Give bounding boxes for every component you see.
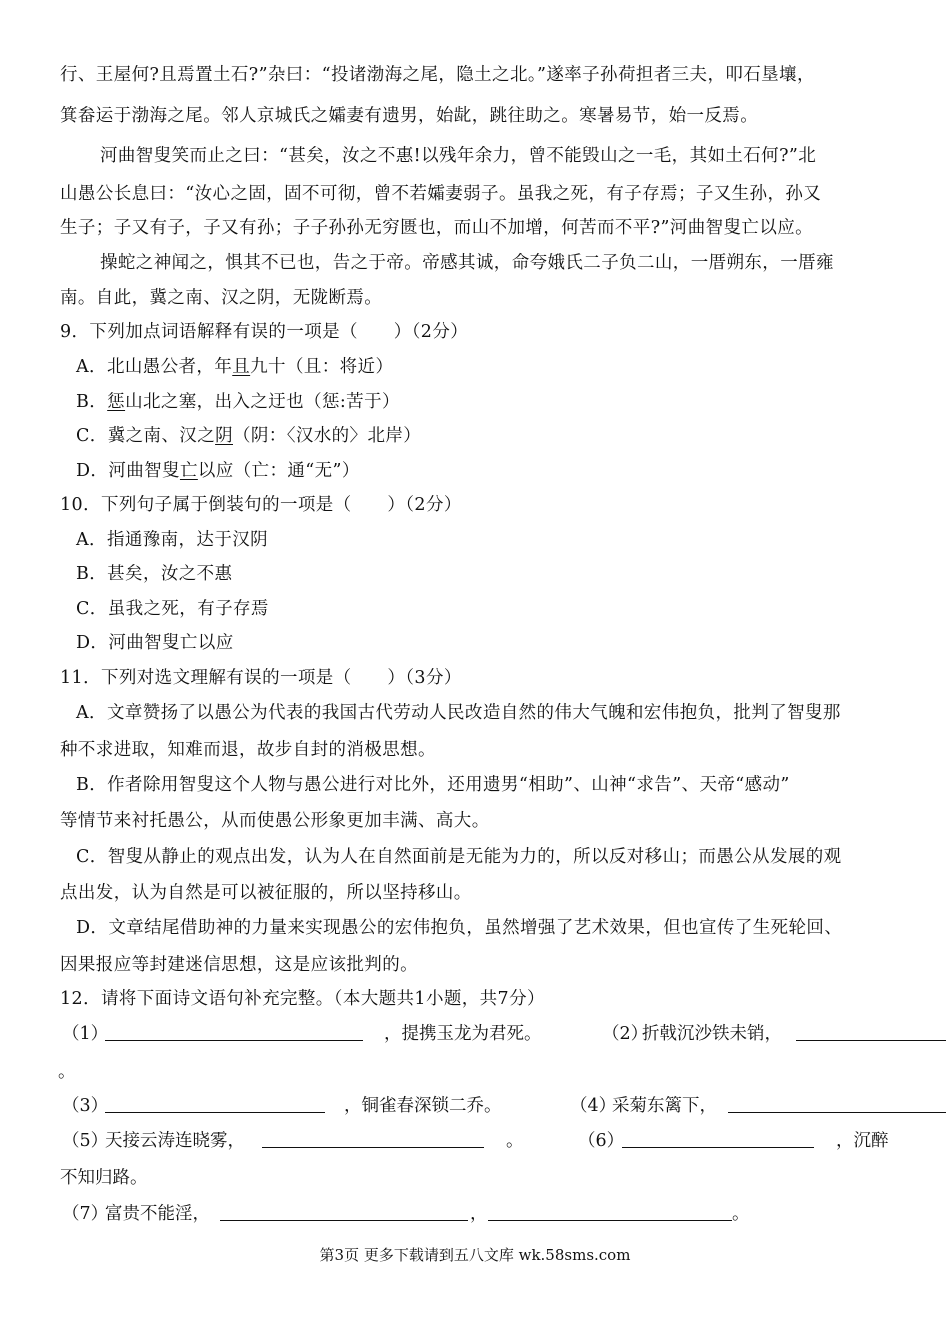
passage-line-7: 南。自此，冀之南、汉之阴，无陇断焉。 [60,288,383,308]
q9-c-suffix: （阴：〈汉水的〉北岸） [233,426,422,446]
q11-option-b-line-2: 等情节来衬托愚公，从而使愚公形象更加丰满、高大。 [60,811,490,831]
q9-b-suffix: 山北之塞，出入之迂也（惩:苦于） [125,392,400,412]
q11-option-a-line-1: A．文章赞扬了以愚公为代表的我国古代劳动人民改造自然的伟大气魄和宏伟抱负，批判了智叟那 [76,703,841,723]
q12-item-7-answer-blank-1[interactable] [220,1202,468,1221]
q9-c-underlined-word: 阴 [215,426,233,446]
q12-item-4-number: （4） [570,1096,617,1116]
q12-item-2-answer-blank[interactable] [796,1022,946,1041]
q9-option-d [76,459,932,483]
q9-option-c [76,424,932,448]
q11-option-d-line-1: D．文章结尾借助神的力量来实现愚公的宏伟抱负，虽然增强了艺术效果，但也宣传了生死轮回、 [76,918,843,938]
q12-item-7-comma: ， [470,1204,488,1224]
q10-option-c: C．虽我之死，有子存焉 [76,599,269,619]
q10-option-a: A．指通豫南，达于汉阴 [76,530,269,550]
q12-item-4-text: 采菊东篱下， [612,1096,717,1116]
q12-item-5-end: 。 [506,1131,524,1151]
passage-line-1: 行、王屋何?且焉置土石?”杂曰：“投诸渤海之尾，隐土之北。”遂率子孙荷担者三夫，叩石垦壤， [60,65,815,85]
q12-item-6-text: ，沉醉 [836,1131,889,1151]
q12-stem: 12．请将下面诗文语句补充完整。（本大题共1小题，共7分） [60,989,545,1009]
q12-item-7-text: 富贵不能淫， [105,1204,210,1224]
q12-item-5-number: （5） [62,1131,109,1151]
q12-item-2-end: 。 [58,1062,76,1082]
q12-item-4-answer-blank[interactable] [728,1094,946,1113]
q12-item-1-number: （1） [62,1024,109,1044]
q9-d-suffix: 以应（亡：通“无”） [197,461,360,481]
page-footer: 第3页 更多下载请到五八文库 wk.58sms.com [319,1246,631,1264]
q11-stem: 11．下列对选文理解有误的一项是（ ）（3分） [60,668,462,688]
q11-option-c-line-2: 点出发，认为自然是可以被征服的，所以坚持移山。 [60,883,472,903]
q12-item-2-text: 折戟沉沙铁未销， [642,1024,782,1044]
q12-item-6-number: （6） [578,1131,625,1151]
q9-d-underlined-word: 亡 [179,461,198,481]
q12-item-3-number: （3） [62,1096,109,1116]
q9-c-prefix: C．冀之南、汉之 [76,426,216,446]
q12-item-2-number: （2） [602,1024,649,1044]
passage-line-4: 山愚公长息曰：“汝心之固，固不可彻，曾不若孀妻弱子。虽我之死，有子存焉；子又生孙，孙又 [60,184,822,204]
q9-a-suffix: 九十（且：将近） [250,357,394,377]
q9-a-prefix: A．北山愚公者，年 [76,357,233,377]
passage-line-3: 河曲智叟笑而止之曰：“甚矣，汝之不惠!以残年余力，曾不能毁山之一毛，其如土石何?”北 [100,146,817,166]
q12-item-6-answer-blank[interactable] [622,1129,814,1148]
q9-a-underlined-word: 且 [232,357,251,377]
q12-item-6-continuation: 不知归路。 [60,1168,148,1188]
q12-item-3-text: ，铜雀春深锁二乔。 [344,1096,502,1116]
q10-stem: 10．下列句子属于倒装句的一项是（ ）（2分） [60,495,462,515]
q12-item-7-number: （7） [62,1204,109,1224]
q12-item-7-end: 。 [732,1204,750,1224]
q11-option-c-line-1: C．智叟从静止的观点出发，认为人在自然面前是无能为力的，所以反对移山；而愚公从发展的观 [76,847,842,867]
q9-b-underlined-word: 惩 [107,392,126,412]
q11-option-b-line-1: B．作者除用智叟这个人物与愚公进行对比外，还用遗男“相助”、山神“求告”、天帝“感动” [76,775,790,795]
passage-line-6: 操蛇之神闻之，惧其不已也，告之于帝。帝感其诚，命夸娥氏二子负二山，一厝朔东，一厝雍 [100,253,834,273]
q12-item-5-answer-blank[interactable] [262,1129,484,1148]
q9-option-a [76,355,932,379]
q11-option-d-line-2: 因果报应等封建迷信思想，这是应该批判的。 [60,955,418,975]
q10-option-b: B．甚矣，汝之不惠 [76,564,233,584]
q11-option-a-line-2: 种不求进取，知难而退，故步自封的消极思想。 [60,740,436,760]
q12-item-7-answer-blank-2[interactable] [488,1202,732,1221]
q12-item-1-text: ，提携玉龙为君死。 [384,1024,542,1044]
q9-b-prefix: B． [76,392,108,412]
q9-d-prefix: D．河曲智叟 [76,461,180,481]
q12-item-5-text: 天接云涛连晓雾， [105,1131,245,1151]
passage-line-5: 生子；子又有子，子又有孙；子子孙孙无穷匮也，而山不加增，何苦而不平?”河曲智叟亡以应。 [60,218,814,238]
q10-option-d: D．河曲智叟亡以应 [76,633,234,653]
passage-line-2: 箕畚运于渤海之尾。邻人京城氏之孀妻有遗男，始龀，跳往助之。寒暑易节，始一反焉。 [60,106,759,126]
q12-item-3-answer-blank[interactable] [105,1094,325,1113]
q12-item-1-answer-blank[interactable] [105,1022,363,1041]
q9-stem: 9．下列加点词语解释有误的一项是（ ）（2分） [60,322,469,342]
q9-option-b [76,390,932,414]
